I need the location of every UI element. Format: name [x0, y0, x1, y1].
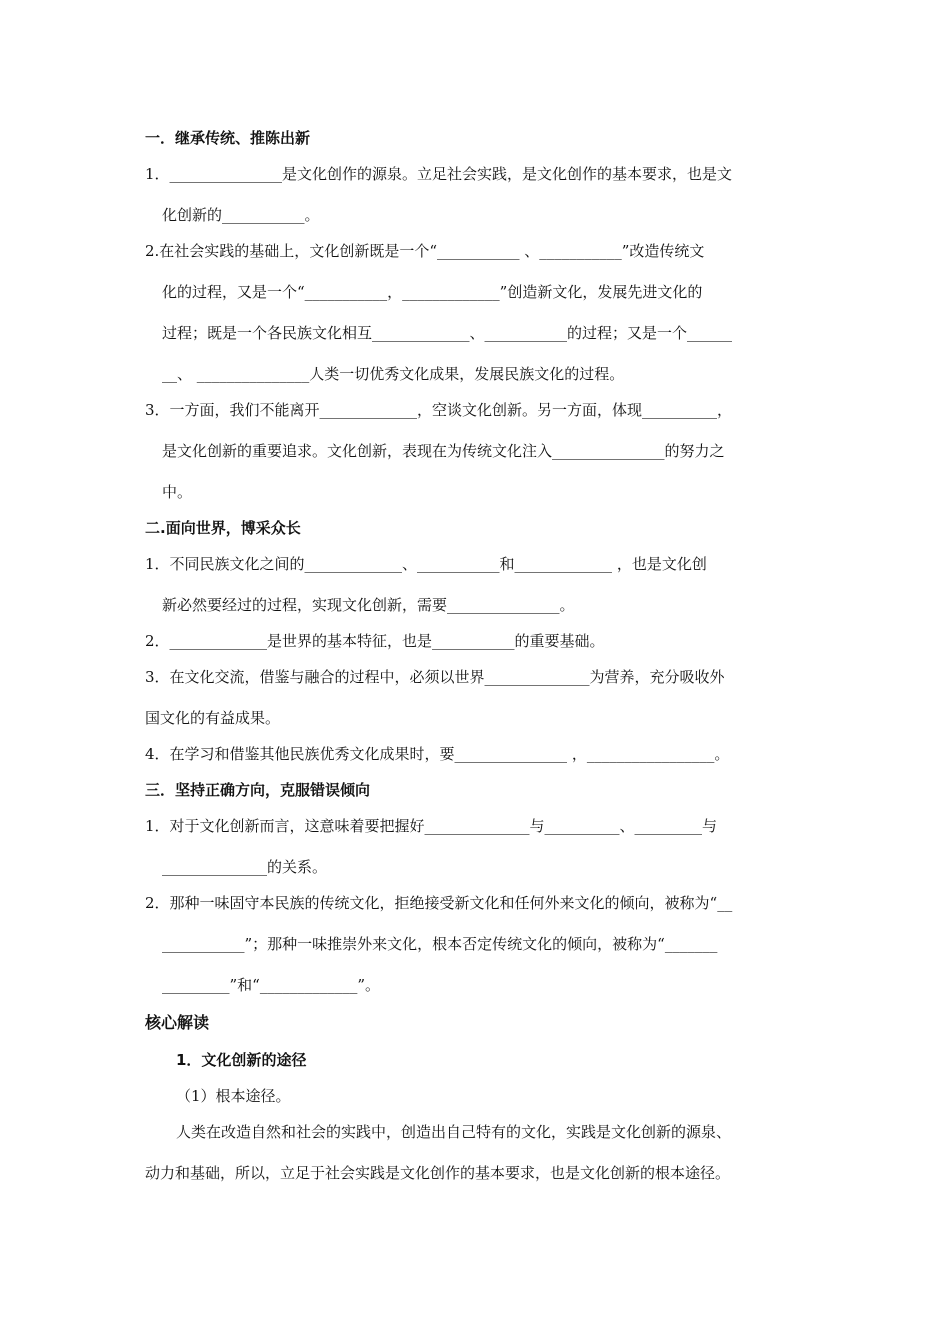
text-line: 2.在社会实践的基础上，文化创新既是一个“___________ 、___________”改造传统文 — [145, 242, 705, 260]
text-line: 新必然要经过的过程，实现文化创新，需要_______________。 — [162, 596, 575, 614]
text-line: 4．在学习和借鉴其他民族优秀文化成果时，要_______________ ，_________________。 — [145, 745, 730, 763]
section-3-heading: 三．坚持正确方向，克服错误倾向 — [145, 781, 371, 799]
core-item: （1）根本途径。 — [176, 1087, 291, 1105]
text-line: 3．一方面，我们不能离开_____________，空谈文化创新。另一方面，体现__________， — [145, 401, 733, 419]
text-line: 化创新的___________。 — [162, 206, 320, 224]
text-line: 2．_____________是世界的基本特征，也是___________的重要基础。 — [145, 632, 605, 650]
text-line: 3．在文化交流，借鉴与融合的过程中，必须以世界______________为营养，充分吸收外 — [145, 668, 725, 686]
text-line: 1．不同民族文化之间的_____________、___________和_____________ ，也是文化创 — [145, 555, 707, 573]
text-line: 1．_______________是文化创作的源泉。立足社会实践，是文化创作的基本要求，也是文 — [145, 165, 733, 183]
section-1-heading: 一．继承传统、推陈出新 — [145, 129, 311, 147]
text-line: ______________的关系。 — [162, 858, 328, 876]
text-line: 是文化创新的重要追求。文化创新，表现在为传统文化注入_______________的努力之 — [162, 442, 725, 460]
text-line: 化的过程，又是一个“___________，_____________”创造新文化，发展先进文化的 — [162, 283, 703, 301]
text-line: __、 _______________人类一切优秀文化成果，发展民族文化的过程。 — [162, 365, 625, 383]
text-line: ___________”；那种一味推崇外来文化，根本否定传统文化的倾向，被称为“_______ — [162, 935, 718, 953]
text-line: 国文化的有益成果。 — [145, 709, 281, 727]
text-line: _________”和“_____________”。 — [162, 976, 381, 994]
core-heading: 核心解读 — [145, 1013, 210, 1032]
text-line: 2．那种一味固守本民族的传统文化，拒绝接受新文化和任何外来文化的倾向，被称为“__ — [145, 894, 733, 912]
text-line: 中。 — [162, 483, 193, 501]
core-paragraph-line: 动力和基础，所以，立足于社会实践是文化创作的基本要求，也是文化创新的根本途径。 — [145, 1164, 731, 1182]
section-2-heading: 二.面向世界，博采众长 — [145, 519, 301, 537]
core-subheading: 1．文化创新的途径 — [176, 1051, 307, 1069]
text-line: 1．对于文化创新而言，这意味着要把握好______________与__________、_________与 — [145, 817, 718, 835]
text-line: 过程；既是一个各民族文化相互_____________、___________的过程；又是一个______ — [162, 324, 733, 342]
core-paragraph-line: 人类在改造自然和社会的实践中，创造出自己特有的文化，实践是文化创新的源泉、 — [176, 1123, 732, 1141]
